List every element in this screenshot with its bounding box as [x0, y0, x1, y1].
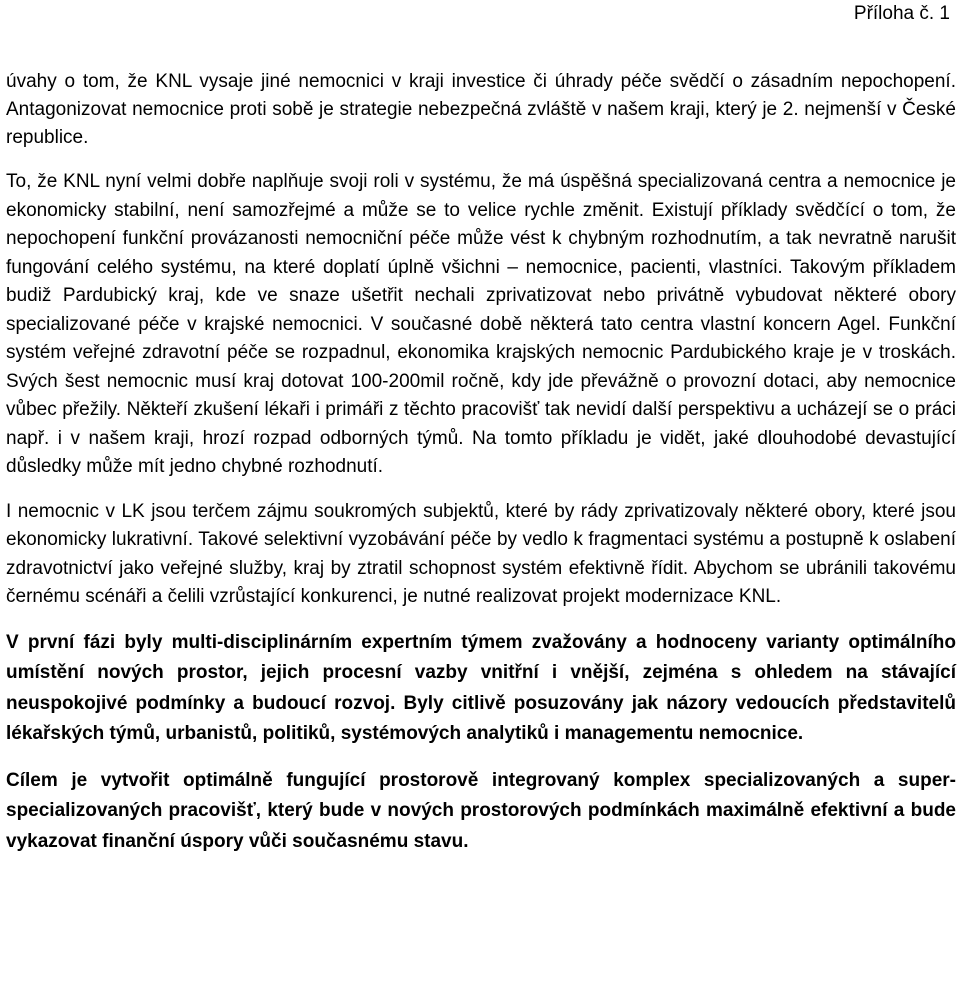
paragraph-1: úvahy o tom, že KNL vysaje jiné nemocnici v kraji investice či úhrady péče svědčí o zásadním nepochopení. Antagonizovat nemocnice proti sobě je strategie nebezpečná zvláště v našem kraji, který je 2. nejmenší v České republice.	[6, 71, 956, 148]
document-body	[6, 68, 956, 857]
page-header-label: Příloha č. 1	[853, 3, 950, 24]
paragraph-5-bold: Cílem je vytvořit optimálně fungující prostorově integrovaný komplex specializovaných a super-specializovaných pracovišť, který bude v nových prostorových podmínkách maximálně efektivní a bude vykazovat finanční úspory vůči současnému stavu.	[6, 769, 956, 852]
paragraph-2: To, že KNL nyní velmi dobře naplňuje svoji roli v systému, že má úspěšná specializovaná centra a nemocnice je ekonomicky stabilní, není samozřejmé a může se to velice rychle změnit. Existují příklady svědčící o tom, že nepochopení funkční provázanosti nemocniční péče může vést k chybným rozhodnutím, a tak nevratně narušit fungování celého systému, na které doplatí úplně všichni – nemocnice, pacienti, vlastníci. Takovým příkladem budiž Pardubický kraj, kde ve snaze ušetřit nechali zprivatizovat nebo privátně vybudovat některé obory specializované péče v krajské nemocnici. V současné době některá tato centra vlastní koncern Agel. Funkční systém veřejné zdravotní péče se rozpadnul, ekonomika krajských nemocnic Pardubického kraje je v troskách. Svých šest nemocnic musí kraj dotovat 100-200mil ročně, kdy jde převážně o provozní dotaci, aby nemocnice vůbec přežily. Někteří zkušení lékaři i primáři z těchto pracovišť tak nevidí další perspektivu a ucházejí se o práci např. i v našem kraji, hrozí rozpad odborných týmů. Na tomto příkladu je vidět, jaké dlouhodobé devastující důsledky může mít jedno chybné rozhodnutí.	[6, 171, 956, 477]
paragraph-4-bold: V první fázi byly multi-disciplinárním expertním týmem zvažovány a hodnoceny varianty optimálního umístění nových prostor, jejich procesní vazby vnitřní i vnější, zejména s ohledem na stávající neuspokojivé podmínky a budoucí rozvoj. Byly citlivě posuzovány jak názory vedoucích představitelů lékařských týmů, urbanistů, politiků, systémových analytiků i managementu nemocnice.	[6, 631, 956, 744]
paragraph-3: I nemocnic v LK jsou terčem zájmu soukromých subjektů, které by rády zprivatizovaly některé obory, které jsou ekonomicky lukrativní. Takové selektivní vyzobávání péče by vedlo k fragmentaci systému a postupně k oslabení zdravotnictví jako veřejné služby, kraj by ztratil schopnost systém efektivně řídit. Abychom se ubránili takovému černému scénáři a čelili vzrůstající konkurenci, je nutné realizovat projekt modernizace KNL.	[6, 500, 956, 607]
